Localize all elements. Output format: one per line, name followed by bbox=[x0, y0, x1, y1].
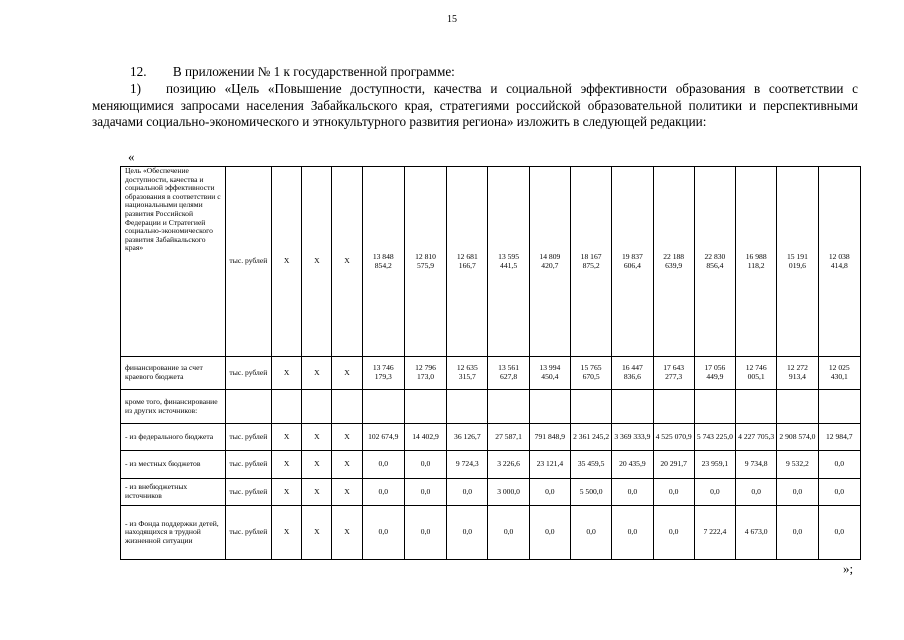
row-value: 0,0 bbox=[736, 479, 777, 506]
row-marker: Х bbox=[332, 357, 362, 390]
row-value: 5 743 225,0 bbox=[694, 424, 735, 451]
table-row bbox=[121, 451, 861, 479]
row-value: 12 796 173,0 bbox=[404, 357, 446, 390]
row-name: - из внебюджетных источников bbox=[121, 479, 226, 506]
row-value: 2 361 245,2 bbox=[570, 424, 611, 451]
row-value: 0,0 bbox=[818, 451, 860, 479]
row-marker bbox=[302, 390, 332, 424]
row-value bbox=[653, 390, 694, 424]
row-value: 0,0 bbox=[612, 506, 653, 560]
row-value: 9 532,2 bbox=[777, 451, 818, 479]
table-row bbox=[121, 390, 861, 424]
row-unit: тыс. рублей bbox=[225, 424, 271, 451]
row-value: 2 908 574,0 bbox=[777, 424, 818, 451]
row-value: 102 674,9 bbox=[362, 424, 404, 451]
row-marker: Х bbox=[272, 451, 302, 479]
row-value: 0,0 bbox=[818, 506, 860, 560]
row-value: 0,0 bbox=[447, 479, 488, 506]
row-value: 0,0 bbox=[362, 451, 404, 479]
paragraph-number: 1) bbox=[130, 81, 141, 96]
row-marker: Х bbox=[302, 506, 332, 560]
table-row bbox=[121, 479, 861, 506]
row-marker: Х bbox=[302, 479, 332, 506]
row-unit: тыс. рублей bbox=[225, 357, 271, 390]
row-value: 0,0 bbox=[404, 451, 446, 479]
row-value: 9 734,8 bbox=[736, 451, 777, 479]
table-row bbox=[121, 424, 861, 451]
table-row bbox=[121, 357, 861, 390]
paragraph-text: позицию «Цель «Повышение доступности, качества и социальной эффективности образования в соответствии с меняющимися запросами населения Забайкальского края, стратегиями российской образовательной политики и перспективными задачами социально-экономического и этнокультурного развития региона» изложить в следующей редакции: bbox=[92, 81, 858, 129]
row-value: 12 984,7 bbox=[818, 424, 860, 451]
row-value: 7 222,4 bbox=[694, 506, 735, 560]
row-marker bbox=[332, 390, 362, 424]
row-value: 0,0 bbox=[488, 506, 529, 560]
row-value: 20 435,9 bbox=[612, 451, 653, 479]
row-marker: Х bbox=[302, 451, 332, 479]
row-marker: Х bbox=[302, 167, 332, 357]
row-unit bbox=[225, 390, 271, 424]
row-value: 35 459,5 bbox=[570, 451, 611, 479]
row-value: 4 525 070,9 bbox=[653, 424, 694, 451]
open-quote: « bbox=[128, 149, 135, 164]
row-name: - из федерального бюджета bbox=[121, 424, 226, 451]
row-value: 17 056 449,9 bbox=[694, 357, 735, 390]
close-quote: »; bbox=[843, 561, 854, 576]
paragraph-position bbox=[92, 81, 858, 131]
row-value: 3 000,0 bbox=[488, 479, 529, 506]
row-value bbox=[488, 390, 529, 424]
row-value bbox=[529, 390, 570, 424]
row-unit: тыс. рублей bbox=[225, 506, 271, 560]
row-value: 12 810 575,9 bbox=[404, 167, 446, 357]
row-marker: Х bbox=[272, 479, 302, 506]
row-name: - из местных бюджетов bbox=[121, 451, 226, 479]
row-value: 13 746 179,3 bbox=[362, 357, 404, 390]
row-name: - из Фонда поддержки детей, находящихся в трудной жизненной ситуации bbox=[121, 506, 226, 560]
row-value: 16 988 118,2 bbox=[736, 167, 777, 357]
row-marker: Х bbox=[332, 167, 362, 357]
row-value: 22 830 856,4 bbox=[694, 167, 735, 357]
row-value: 13 994 450,4 bbox=[529, 357, 570, 390]
row-unit: тыс. рублей bbox=[225, 451, 271, 479]
row-value bbox=[404, 390, 446, 424]
row-value: 13 595 441,5 bbox=[488, 167, 529, 357]
row-value: 27 587,1 bbox=[488, 424, 529, 451]
row-value: 0,0 bbox=[653, 506, 694, 560]
row-value: 36 126,7 bbox=[447, 424, 488, 451]
row-value bbox=[612, 390, 653, 424]
row-unit: тыс. рублей bbox=[225, 167, 271, 357]
row-marker: Х bbox=[302, 424, 332, 451]
row-value: 0,0 bbox=[529, 506, 570, 560]
row-value: 19 837 606,4 bbox=[612, 167, 653, 357]
row-value bbox=[447, 390, 488, 424]
row-value bbox=[736, 390, 777, 424]
row-value: 17 643 277,3 bbox=[653, 357, 694, 390]
goal-financing-table bbox=[120, 166, 861, 560]
row-marker bbox=[272, 390, 302, 424]
row-marker: Х bbox=[332, 424, 362, 451]
row-value: 13 561 627,8 bbox=[488, 357, 529, 390]
row-value bbox=[570, 390, 611, 424]
row-value: 0,0 bbox=[612, 479, 653, 506]
row-value: 14 809 420,7 bbox=[529, 167, 570, 357]
row-value: 16 447 836,6 bbox=[612, 357, 653, 390]
row-value: 5 500,0 bbox=[570, 479, 611, 506]
row-value: 18 167 875,2 bbox=[570, 167, 611, 357]
row-value: 12 272 913,4 bbox=[777, 357, 818, 390]
row-value: 12 681 166,7 bbox=[447, 167, 488, 357]
row-value: 9 724,3 bbox=[447, 451, 488, 479]
table-row bbox=[121, 506, 861, 560]
row-value: 22 188 639,9 bbox=[653, 167, 694, 357]
row-value: 20 291,7 bbox=[653, 451, 694, 479]
row-value: 0,0 bbox=[362, 506, 404, 560]
row-value bbox=[362, 390, 404, 424]
row-value: 23 959,1 bbox=[694, 451, 735, 479]
row-value: 23 121,4 bbox=[529, 451, 570, 479]
row-value: 3 369 333,9 bbox=[612, 424, 653, 451]
row-value bbox=[777, 390, 818, 424]
row-value: 0,0 bbox=[653, 479, 694, 506]
row-value: 0,0 bbox=[362, 479, 404, 506]
paragraph-appendix: 12. В приложении № 1 к государственной программе: bbox=[130, 64, 455, 79]
row-value: 0,0 bbox=[529, 479, 570, 506]
row-marker: Х bbox=[272, 424, 302, 451]
row-value: 0,0 bbox=[447, 506, 488, 560]
row-marker: Х bbox=[272, 167, 302, 357]
row-marker: Х bbox=[332, 479, 362, 506]
row-value: 0,0 bbox=[694, 479, 735, 506]
row-value: 0,0 bbox=[570, 506, 611, 560]
row-value: 4 227 705,3 bbox=[736, 424, 777, 451]
row-value: 12 746 005,1 bbox=[736, 357, 777, 390]
row-marker: Х bbox=[272, 357, 302, 390]
row-value: 15 765 670,5 bbox=[570, 357, 611, 390]
row-marker: Х bbox=[272, 506, 302, 560]
row-marker: Х bbox=[332, 451, 362, 479]
row-value: 13 848 854,2 bbox=[362, 167, 404, 357]
row-value: 15 191 019,6 bbox=[777, 167, 818, 357]
row-value bbox=[694, 390, 735, 424]
row-value: 12 025 430,1 bbox=[818, 357, 860, 390]
row-name: финансирование за счет краевого бюджета bbox=[121, 357, 226, 390]
row-name: кроме того, финансирование из других источников: bbox=[121, 390, 226, 424]
row-marker: Х bbox=[302, 357, 332, 390]
row-unit: тыс. рублей bbox=[225, 479, 271, 506]
row-value: 791 848,9 bbox=[529, 424, 570, 451]
table-row bbox=[121, 167, 861, 357]
row-value: 0,0 bbox=[818, 479, 860, 506]
row-value: 0,0 bbox=[777, 506, 818, 560]
row-name: Цель «Обеспечение доступности, качества и социальной эффективности образования в соответствии с национальными целями развития Российской Федерации и Стратегией социально-экономического развития Забайкальского края» bbox=[121, 167, 226, 357]
row-value: 4 673,0 bbox=[736, 506, 777, 560]
page-number: 15 bbox=[447, 14, 457, 25]
row-value bbox=[818, 390, 860, 424]
row-value: 0,0 bbox=[404, 506, 446, 560]
row-marker: Х bbox=[332, 506, 362, 560]
row-value: 0,0 bbox=[404, 479, 446, 506]
row-value: 3 226,6 bbox=[488, 451, 529, 479]
row-value: 0,0 bbox=[777, 479, 818, 506]
row-value: 12 635 315,7 bbox=[447, 357, 488, 390]
row-value: 12 038 414,8 bbox=[818, 167, 860, 357]
row-value: 14 402,9 bbox=[404, 424, 446, 451]
